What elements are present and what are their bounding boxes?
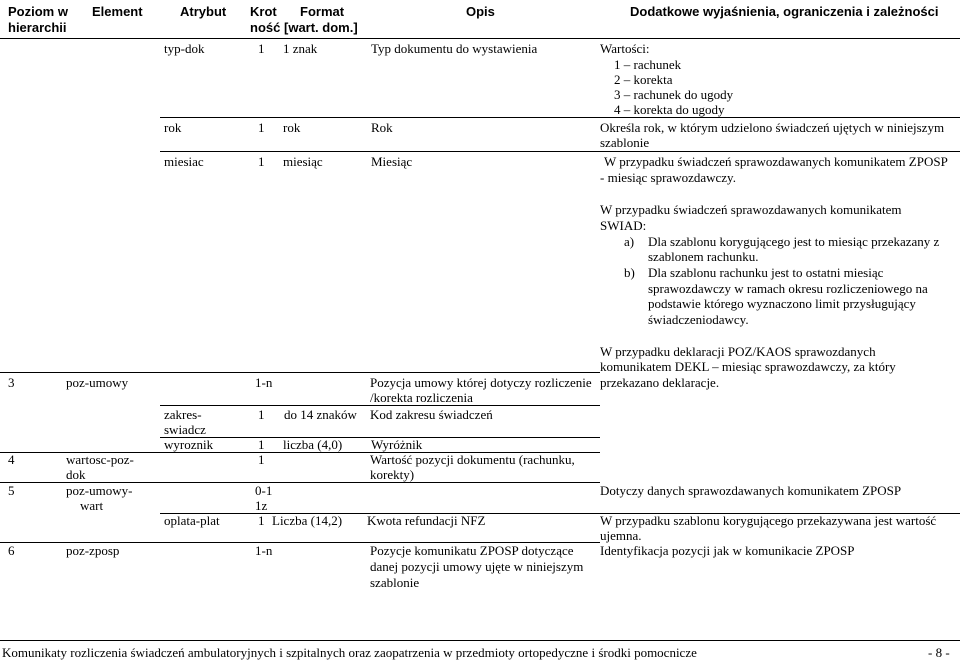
opis-wartosc-2: korekty) (370, 467, 415, 482)
krot-rok: 1 (258, 120, 265, 135)
note1-line2: - miesiąc sprawozdawczy. (600, 170, 736, 185)
row-divider (0, 372, 600, 373)
attr-rok: rok (164, 120, 182, 135)
row-divider (160, 151, 960, 152)
element-poz-umowy: poz-umowy (66, 375, 129, 390)
note3-line3: przekazano deklaracje. (600, 375, 720, 390)
krot-wyroznik: 1 (258, 437, 265, 452)
opis-typ-dok: Typ dokumentu do wystawienia (371, 41, 538, 56)
note2-a-line1: Dla szablonu korygującego jest to miesiąc przekazany z (648, 234, 940, 249)
opis-poz-umowy: Pozycja umowy której dotyczy rozliczenie (370, 375, 592, 390)
poziom-wartosc: 4 (8, 452, 15, 467)
element-poz-zposp: poz-zposp (66, 543, 120, 558)
attr-zakres-2: swiadcz (164, 422, 206, 437)
opis-miesiac: Miesiąc (371, 154, 413, 169)
note2-line2: SWIAD: (600, 218, 647, 233)
header-krot-2: ność (250, 20, 281, 35)
opis-wartosc: Wartość pozycji dokumentu (rachunku, (370, 452, 575, 467)
krot-typ-dok: 1 (258, 41, 265, 56)
opis-wyroznik: Wyróżnik (371, 437, 423, 452)
krot-poz-umowy-wart: 0-1 (255, 483, 273, 498)
opis-poz-zposp: Pozycje komunikatu ZPOSP dotyczące (370, 543, 574, 558)
notes-oplata-2: ujemna. (600, 528, 642, 543)
row-divider (160, 117, 960, 118)
header-krot: Krot (250, 4, 277, 19)
format-zakres: do 14 znaków (284, 407, 357, 422)
format-oplata: Liczba (14,2) (272, 513, 343, 528)
note3-line1: W przypadku deklaracji POZ/KAOS sprawozdanych (600, 344, 876, 359)
element-wartosc-2: dok (66, 467, 86, 482)
opis-poz-zposp-3: szablonie (370, 575, 420, 590)
note2-line1: W przypadku świadczeń sprawozdawanych komunikatem (600, 202, 902, 217)
header-poziom-2: hierarchii (8, 20, 67, 35)
krot-poz-umowy-wart-2: 1z (255, 498, 268, 513)
opis-oplata: Kwota refundacji NFZ (367, 513, 486, 528)
value-item-4: 4 – korekta do ugody (614, 102, 725, 117)
header-opis: Opis (466, 4, 495, 19)
note2-b-line3: podstawie którego wyznaczono limit przysługujący (648, 296, 916, 311)
opis-rok: Rok (371, 120, 393, 135)
krot-zakres: 1 (258, 407, 265, 422)
attr-typ-dok: typ-dok (164, 41, 205, 56)
format-rok: rok (283, 120, 301, 135)
format-typ-dok: 1 znak (283, 41, 318, 56)
attr-miesiac: miesiac (164, 154, 204, 169)
header-atrybut: Atrybut (180, 4, 227, 19)
notes-poz-umowy-wart: Dotyczy danych sprawozdawanych komunikatem ZPOSP (600, 483, 902, 498)
header-format: Format (300, 4, 345, 19)
krot-wartosc: 1 (258, 452, 265, 467)
note3-line2: komunikatem DEKL – miesiąc sprawozdawczy, za który (600, 359, 896, 374)
header-dodatkowe: Dodatkowe wyjaśnienia, ograniczenia i zależności (630, 4, 939, 19)
attr-wyroznik: wyroznik (164, 437, 214, 452)
note2-b-line1: Dla szablonu rachunku jest to ostatni miesiąc (648, 265, 884, 280)
notes-rok: Określa rok, w którym udzielono świadczeń ujętych w niniejszym (600, 120, 945, 135)
row-divider (160, 405, 600, 406)
notes-oplata: W przypadku szablonu korygującego przekazywana jest wartość (600, 513, 937, 528)
krot-poz-umowy: 1-n (255, 375, 273, 390)
element-poz-umowy-wart: poz-umowy- (66, 483, 133, 498)
notes-rok-2: szablonie (600, 135, 650, 150)
opis-poz-umowy-2: /korekta rozliczenia (370, 390, 473, 405)
opis-zakres: Kod zakresu świadczeń (370, 407, 493, 422)
format-miesiac: miesiąc (283, 154, 323, 169)
poziom-poz-umowy-wart: 5 (8, 483, 15, 498)
header-format-2: [wart. dom.] (284, 20, 358, 35)
note2-a-line2: szablonem rachunku. (648, 249, 759, 264)
krot-miesiac: 1 (258, 154, 265, 169)
poziom-poz-zposp: 6 (8, 543, 15, 558)
element-wartosc: wartosc-poz- (66, 452, 134, 467)
note2-a-label: a) (624, 234, 635, 249)
header-divider (0, 38, 960, 39)
attr-oplata: oplata-plat (164, 513, 220, 528)
opis-poz-zposp-2: danej pozycji umowy ujęte w niniejszym (370, 559, 584, 574)
notes-typ-dok-title: Wartości: (600, 41, 650, 56)
note2-b-line2: sprawozdawczy w ramach okresu rozliczeniowego na (648, 281, 928, 296)
value-item-3: 3 – rachunek do ugody (614, 87, 734, 102)
footer-divider (0, 640, 960, 641)
notes-poz-zposp: Identyfikacja pozycji jak w komunikacie ZPOSP (600, 543, 855, 558)
krot-oplata: 1 (258, 513, 265, 528)
poziom-poz-umowy: 3 (8, 375, 15, 390)
value-item-1: 1 – rachunek (614, 57, 682, 72)
attr-zakres: zakres- (164, 407, 202, 422)
page-number: - 8 - (928, 645, 950, 660)
header-poziom: Poziom w (8, 4, 68, 19)
format-wyroznik: liczba (4,0) (283, 437, 343, 452)
element-poz-umowy-wart-2: wart (80, 498, 104, 513)
note1-line1: W przypadku świadczeń sprawozdawanych komunikatem ZPOSP (604, 154, 948, 169)
note2-b-line4: świadczeniodawcy. (648, 312, 749, 327)
krot-poz-zposp: 1-n (255, 543, 273, 558)
header-element: Element (92, 4, 143, 19)
note2-b-label: b) (624, 265, 635, 280)
value-item-2: 2 – korekta (614, 72, 673, 87)
footer-text: Komunikaty rozliczenia świadczeń ambulatoryjnych i szpitalnych oraz zaopatrzenia w przedmioty ortopedyczne i środki pomocnicze (2, 645, 697, 660)
